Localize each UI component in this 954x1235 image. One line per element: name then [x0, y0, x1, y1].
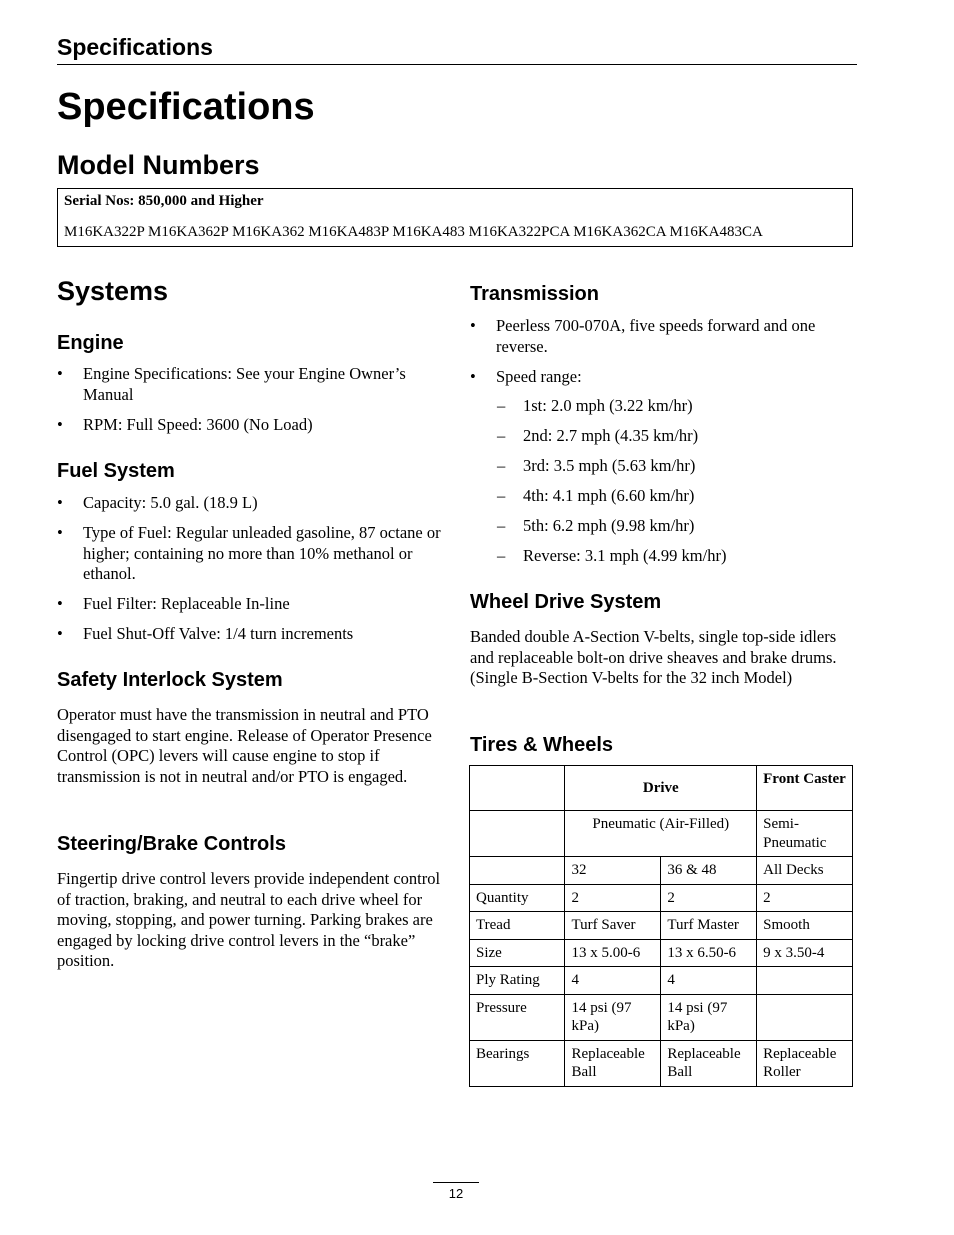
row-label: Tread: [470, 912, 565, 940]
model-numbers-heading: Model Numbers: [57, 150, 260, 180]
table-cell: [470, 766, 565, 811]
speed-item: – 4th: 4.1 mph (6.60 km/hr): [497, 486, 695, 505]
list-item: • Peerless 700-070A, five speeds forward and one reverse.: [470, 316, 816, 356]
table-cell: [470, 857, 565, 885]
steering-brake-heading: Steering/Brake Controls: [57, 833, 286, 855]
table-row: [470, 811, 853, 857]
running-header: Specifications: [57, 34, 213, 60]
table-row: [470, 939, 853, 967]
col-36-48: 36 & 48: [661, 857, 757, 885]
table-row: [470, 884, 853, 912]
list-item: • Fuel Shut-Off Valve: 1/4 turn increments: [57, 624, 354, 643]
speed-item: – 5th: 6.2 mph (9.98 km/hr): [497, 516, 695, 535]
row-label: Bearings: [470, 1040, 565, 1086]
list-item: • Fuel Filter: Replaceable In-line: [57, 594, 290, 613]
list-item: • Engine Specifications: See your Engine Owner’s Manual: [57, 364, 406, 404]
table-cell: Replaceable Ball: [565, 1040, 661, 1086]
list-item: • Type of Fuel: Regular unleaded gasoline, 87 octane or higher; containing no more than 10% methanol or ethanol.: [57, 523, 441, 583]
row-label: Pressure: [470, 994, 565, 1040]
model-list: M16KA322P M16KA362P M16KA362 M16KA483P M16KA483 M16KA322PCA M16KA362CA M16KA483CA: [64, 224, 763, 240]
row-label: Quantity: [470, 884, 565, 912]
fuel-system-list: [57, 493, 442, 654]
fuel-system-heading: Fuel System: [57, 460, 175, 482]
list-item: • Capacity: 5.0 gal. (18.9 L): [57, 493, 258, 512]
transmission-heading: Transmission: [470, 283, 599, 305]
col-32: 32: [565, 857, 661, 885]
table-cell: Replaceable Roller: [757, 1040, 853, 1086]
table-cell: 9 x 3.50-4: [757, 939, 853, 967]
safety-interlock-text: Operator must have the transmission in neutral and PTO disengaged to start engine. Release of Operator Presence Control (OPC) levers will cause engine to stop if transmission is not in neutral and/or PTO is engaged.: [57, 705, 432, 786]
header-rule: [57, 64, 857, 65]
table-row: [470, 994, 853, 1040]
serial-label: Serial Nos: 850,000 and Higher: [64, 193, 264, 209]
wheel-drive-text: Banded double A-Section V-belts, single top-side idlers and replaceable bolt-on drive sheaves and brake drums. (Single B-Section V-belts for the 32 inch Model): [470, 627, 837, 687]
steering-brake-text: Fingertip drive control levers provide independent control of traction, braking, and neutral to each drive wheel for moving, stopping, and power turning. Parking brakes are engaged by locking drive control levers in the “brake” position.: [57, 869, 441, 970]
wheel-drive-heading: Wheel Drive System: [470, 591, 662, 613]
table-cell: 2: [757, 884, 853, 912]
table-cell: 2: [565, 884, 661, 912]
caster-type: Semi-Pneumatic: [757, 811, 853, 857]
table-cell: 4: [661, 967, 757, 995]
col-all-decks: All Decks: [757, 857, 853, 885]
model-numbers-box: [57, 188, 853, 247]
table-cell: Turf Master: [661, 912, 757, 940]
drive-header: Drive: [565, 766, 757, 811]
table-cell: Replaceable Ball: [661, 1040, 757, 1086]
table-cell: 13 x 6.50-6: [661, 939, 757, 967]
table-row: [470, 967, 853, 995]
table-row: [470, 857, 853, 885]
page-number-rule: [433, 1182, 479, 1183]
speed-item: – 3rd: 3.5 mph (5.63 km/hr): [497, 456, 696, 475]
list-item: • Speed range:: [470, 366, 582, 386]
table-cell: [470, 811, 565, 857]
engine-heading: Engine: [57, 332, 124, 354]
table-row: [470, 1040, 853, 1086]
speed-item: – 2nd: 2.7 mph (4.35 km/hr): [497, 426, 699, 445]
engine-list: [57, 364, 442, 445]
page-number: 12: [448, 1186, 464, 1201]
tires-wheels-table: [469, 765, 853, 1087]
table-cell: 4: [565, 967, 661, 995]
table-cell: 13 x 5.00-6: [565, 939, 661, 967]
row-label: Ply Rating: [470, 967, 565, 995]
table-cell: 14 psi (97 kPa): [565, 994, 661, 1040]
tires-wheels-heading: Tires & Wheels: [470, 734, 614, 756]
transmission-list: [470, 316, 855, 397]
drive-type: Pneumatic (Air-Filled): [565, 811, 757, 857]
table-cell: Turf Saver: [565, 912, 661, 940]
safety-interlock-heading: Safety Interlock System: [57, 669, 283, 691]
page-title: Specifications: [57, 86, 315, 128]
speed-item: – 1st: 2.0 mph (3.22 km/hr): [497, 396, 693, 415]
table-row: [470, 912, 853, 940]
front-caster-header: Front Caster: [757, 766, 853, 811]
systems-heading: Systems: [57, 276, 169, 306]
table-cell: 14 psi (97 kPa): [661, 994, 757, 1040]
speed-item: – Reverse: 3.1 mph (4.99 km/hr): [497, 546, 727, 565]
table-cell: [757, 967, 853, 995]
table-row: [470, 766, 853, 811]
table-cell: 2: [661, 884, 757, 912]
table-cell: [757, 994, 853, 1040]
table-cell: Smooth: [757, 912, 853, 940]
list-item: • RPM: Full Speed: 3600 (No Load): [57, 414, 313, 434]
row-label: Size: [470, 939, 565, 967]
speed-list: [497, 396, 857, 576]
